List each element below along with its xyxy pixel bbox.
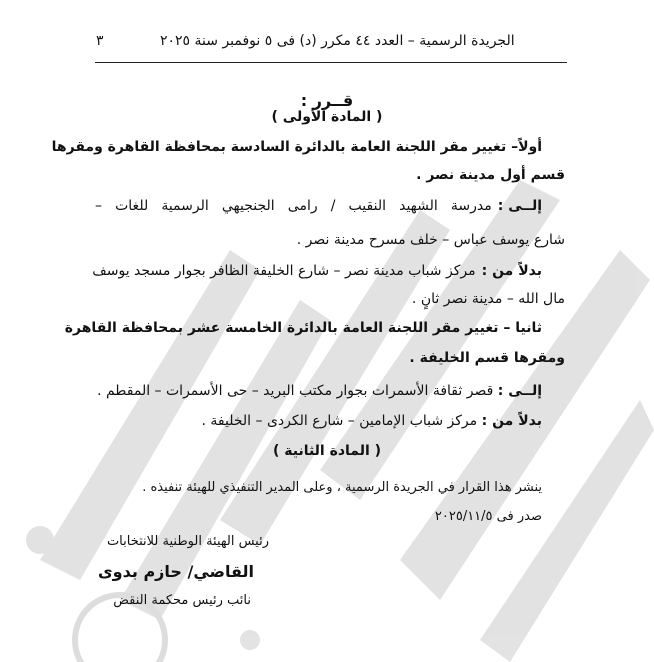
article2-text: ينشر هذا القرار في الجريدة الرسمية ، وعلى المدير التنفيذي للهيئة تنفيذه . [142, 480, 542, 495]
article1-second: ثانيا – تغيير مقر اللجنة العامة بالدائرة الخامسة عشر بمحافظة القاهرة [64, 320, 542, 336]
article2-title: ( المادة الثانية ) [272, 443, 382, 459]
article1-second-to [97, 382, 542, 400]
article1-first-to [95, 197, 542, 215]
decree-heading: قــرر : [300, 91, 354, 110]
header-title: الجريدة الرسمية – العدد ٤٤ مكرر (د) فى ٥ نوفمبر سنة ٢٠٢٥ [160, 33, 515, 49]
page-number: ٣ [96, 33, 104, 49]
to-label: إلــى : [497, 383, 542, 399]
article1-first: أولاً– تغيير مقر اللجنة العامة بالدائرة السادسة بمحافظة القاهرة ومقرها [51, 139, 542, 155]
article1-second-cont: ومقرها قسم الخليفة . [409, 350, 565, 366]
signature-role: رئيس الهيئة الوطنية للانتخابات [106, 534, 269, 549]
signature-name: القاضي/ حازم بدوى [98, 562, 254, 581]
issue-date: صدر فى ٢٠٢٥/١١/٥ [434, 509, 542, 524]
from-label: بدلاً من : [481, 263, 542, 279]
to-text: قصر ثقافة الأسمرات بجوار مكتب البريد – حى الأسمرات – المقطم . [97, 383, 494, 399]
signature-subtitle: نائب رئيس محكمة النقض [113, 593, 251, 608]
article1-title: ( المادة الأولى ) [271, 109, 383, 125]
article1-first-from-cont: مال الله – مدينة نصر ثانٍ . [411, 291, 565, 307]
article1-second-from [202, 412, 542, 430]
from-text: مركز شباب الإمامين – شارع الكردى – الخليفة . [201, 413, 478, 429]
to-text: مدرسة الشهيد النقيب / رامى الجنجيهي الرسمية للغات – [95, 198, 492, 214]
article1-first-to-cont: شارع يوسف عباس – خلف مسرح مدينة نصر . [296, 232, 565, 248]
from-text: مركز شباب مدينة نصر – شارع الخليفة الظافر بجوار مسجد يوسف [92, 263, 476, 279]
article1-first-from [92, 262, 542, 280]
from-label: بدلاً من : [481, 413, 542, 429]
header-divider [95, 62, 567, 63]
to-label: إلــى : [497, 198, 542, 214]
article1-first-cont: قسم أول مدينة نصر . [416, 167, 565, 183]
